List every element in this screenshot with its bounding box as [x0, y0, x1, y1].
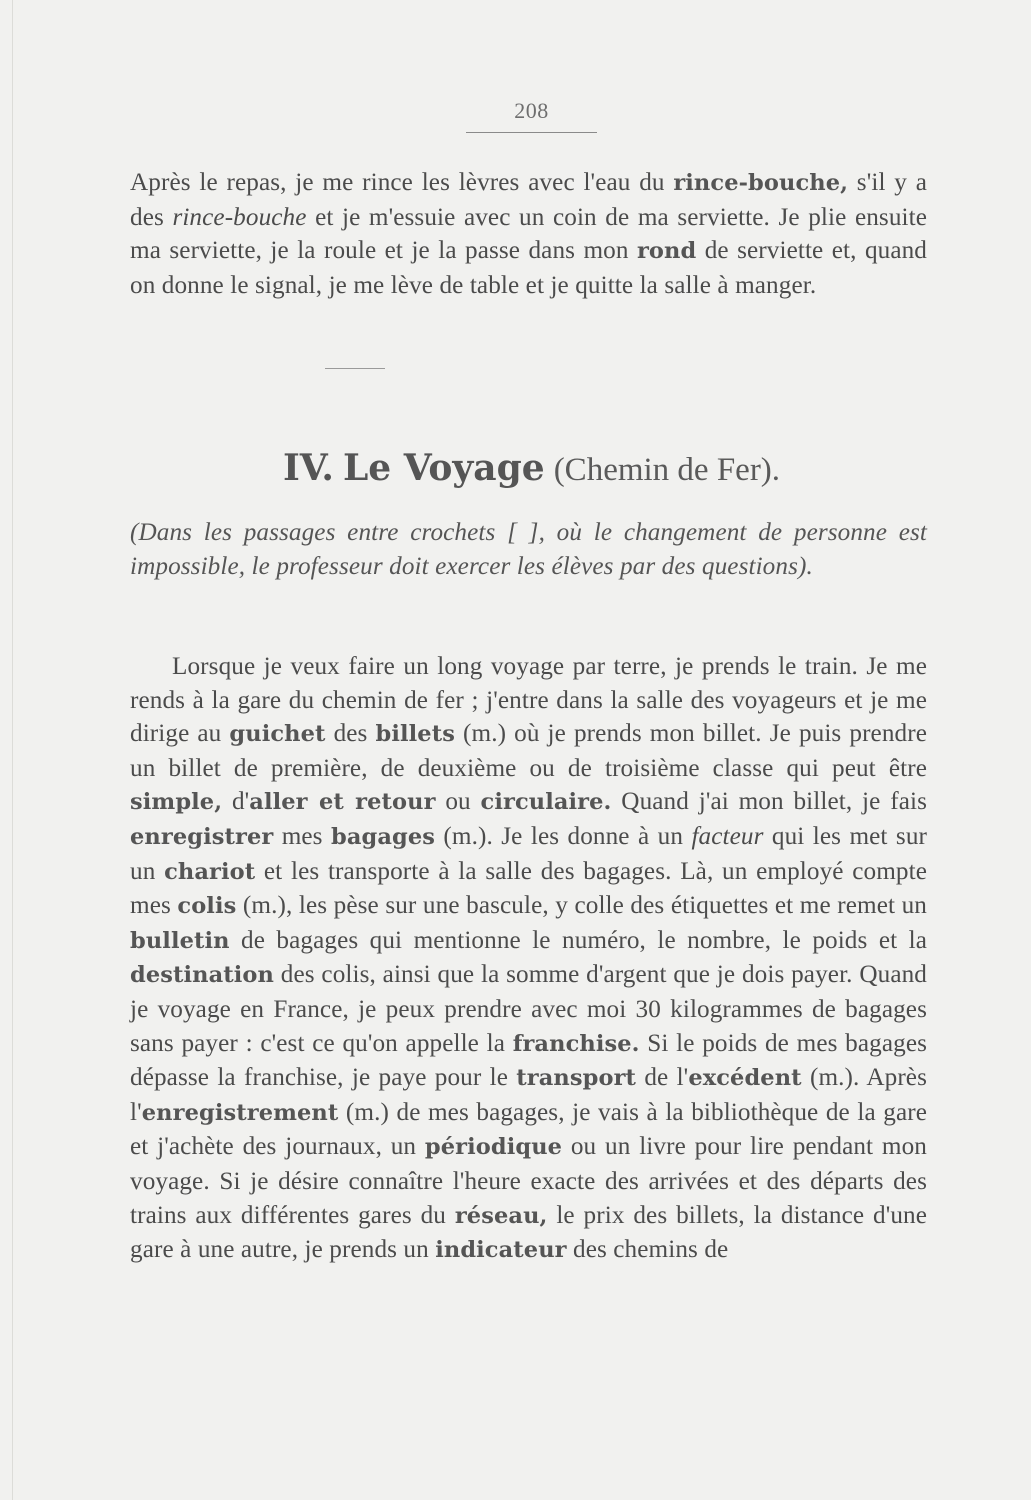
paragraph-text	[130, 166, 927, 302]
text-run: des chemins de	[566, 1236, 729, 1264]
text-run: et je m'essuie avec un coin de ma serviette. Je plie ensuite ma serviette, je la roule et je la passe dans mon	[130, 203, 927, 265]
text-run: et les transporte à la salle des bagages. Là, un employé compte mes	[130, 857, 927, 920]
paragraph-text	[130, 650, 927, 1268]
italic-term: rince-bouche	[172, 203, 307, 231]
paragraph-voyage	[130, 650, 927, 1268]
vocab-term: périodique	[424, 1134, 563, 1161]
text-run: Après le repas, je me rince les lèvres avec l'eau du	[130, 169, 674, 196]
text-run: de bagages qui mentionne le numéro, le nombre, le poids et la	[229, 926, 927, 954]
vocab-term: indicateur	[435, 1237, 567, 1264]
vocab-term: guichet	[229, 721, 326, 748]
text-run: des colis, ainsi que la somme d'argent que je dois payer. Quand je voyage en France, je peux prendre avec moi 30 kilogrammes de bagages sans payer : c'est ce qu'on appelle la	[130, 961, 927, 1057]
vocab-term: réseau,	[454, 1202, 548, 1229]
section-number: IV.	[282, 447, 334, 489]
text-run: de serviette et, quand on donne le signal, je me lève de table et je quitte la salle à manger.	[130, 237, 927, 299]
page-number-rule	[466, 132, 597, 133]
vocab-term: bulletin	[130, 927, 230, 954]
section-subtitle: (Chemin de Fer).	[553, 452, 781, 488]
text-run: ou un livre pour lire pendant mon voyage. Si je désire connaître l'heure exacte des arrivées et des départs des trains aux différentes gares du	[130, 1133, 928, 1229]
text-run: (m.), les pèse sur une bascule, y colle des étiquettes et me remet un	[236, 892, 927, 920]
text-run: Si le poids de mes bagages dépasse la franchise, je paye pour le	[130, 1029, 928, 1092]
instruction-note	[130, 516, 927, 583]
italic-term: facteur	[691, 822, 764, 850]
vocab-term: bagages	[330, 823, 436, 850]
text-run: ou	[435, 788, 481, 816]
vocab-term: enregistrer	[130, 823, 274, 850]
text-run: qui les met sur un	[130, 822, 927, 885]
vocab-term: transport	[516, 1065, 637, 1092]
vocab-term: colis	[177, 893, 237, 920]
vocab-term: rince-bouche,	[673, 170, 849, 196]
vocab-term: rond	[636, 238, 697, 265]
text-run: des	[325, 720, 376, 748]
vocab-term: destination	[130, 962, 274, 989]
section-title: Le Voyage	[342, 447, 545, 489]
vocab-term: franchise.	[512, 1030, 640, 1057]
page-number: 208	[514, 98, 549, 123]
text-run: Quand j'ai mon billet, je fais	[611, 788, 927, 816]
vocab-term: simple,	[130, 789, 223, 816]
text-run: s'il y a des	[130, 169, 927, 231]
section-divider	[325, 368, 385, 369]
text-run: mes	[273, 822, 331, 850]
text-run: Lorsque je veux faire un long voyage par terre, je prends le train. Je me rends à la gare du chemin de fer ; j'entre dans la salle des voyageurs et je me dirige au	[130, 653, 927, 748]
vocab-term: aller et retour	[249, 789, 436, 816]
text-run: (m.) où je prends mon billet. Je puis prendre un billet de première, de deuxième ou de troisième classe qui peut être	[130, 720, 927, 782]
vocab-term: billets	[375, 721, 455, 748]
vocab-term: excédent	[688, 1065, 802, 1092]
page-edge-line	[12, 0, 13, 1500]
text-run: (m.). Après l'	[130, 1064, 927, 1126]
text-run: (m.) de mes bagages, je vais à la bibliothèque de la gare et j'achète des journaux, un	[130, 1098, 927, 1161]
vocab-term: chariot	[164, 858, 256, 885]
vocab-term: circulaire.	[480, 789, 612, 816]
vocab-term: enregistrement	[141, 1099, 339, 1126]
text-run: de l'	[636, 1064, 689, 1092]
text-run: le prix des billets, la distance d'une gare à une autre, je prends un	[130, 1201, 927, 1264]
section-heading	[0, 446, 1031, 492]
text-run: (m.). Je les donne à un	[435, 822, 692, 850]
paragraph-meal-end	[130, 166, 927, 302]
text-run: d'	[222, 788, 250, 816]
note-text: (Dans les passages entre crochets [ ], où le changement de personne est impossible, le professeur doit exercer les élèves par des questions).	[130, 519, 927, 580]
